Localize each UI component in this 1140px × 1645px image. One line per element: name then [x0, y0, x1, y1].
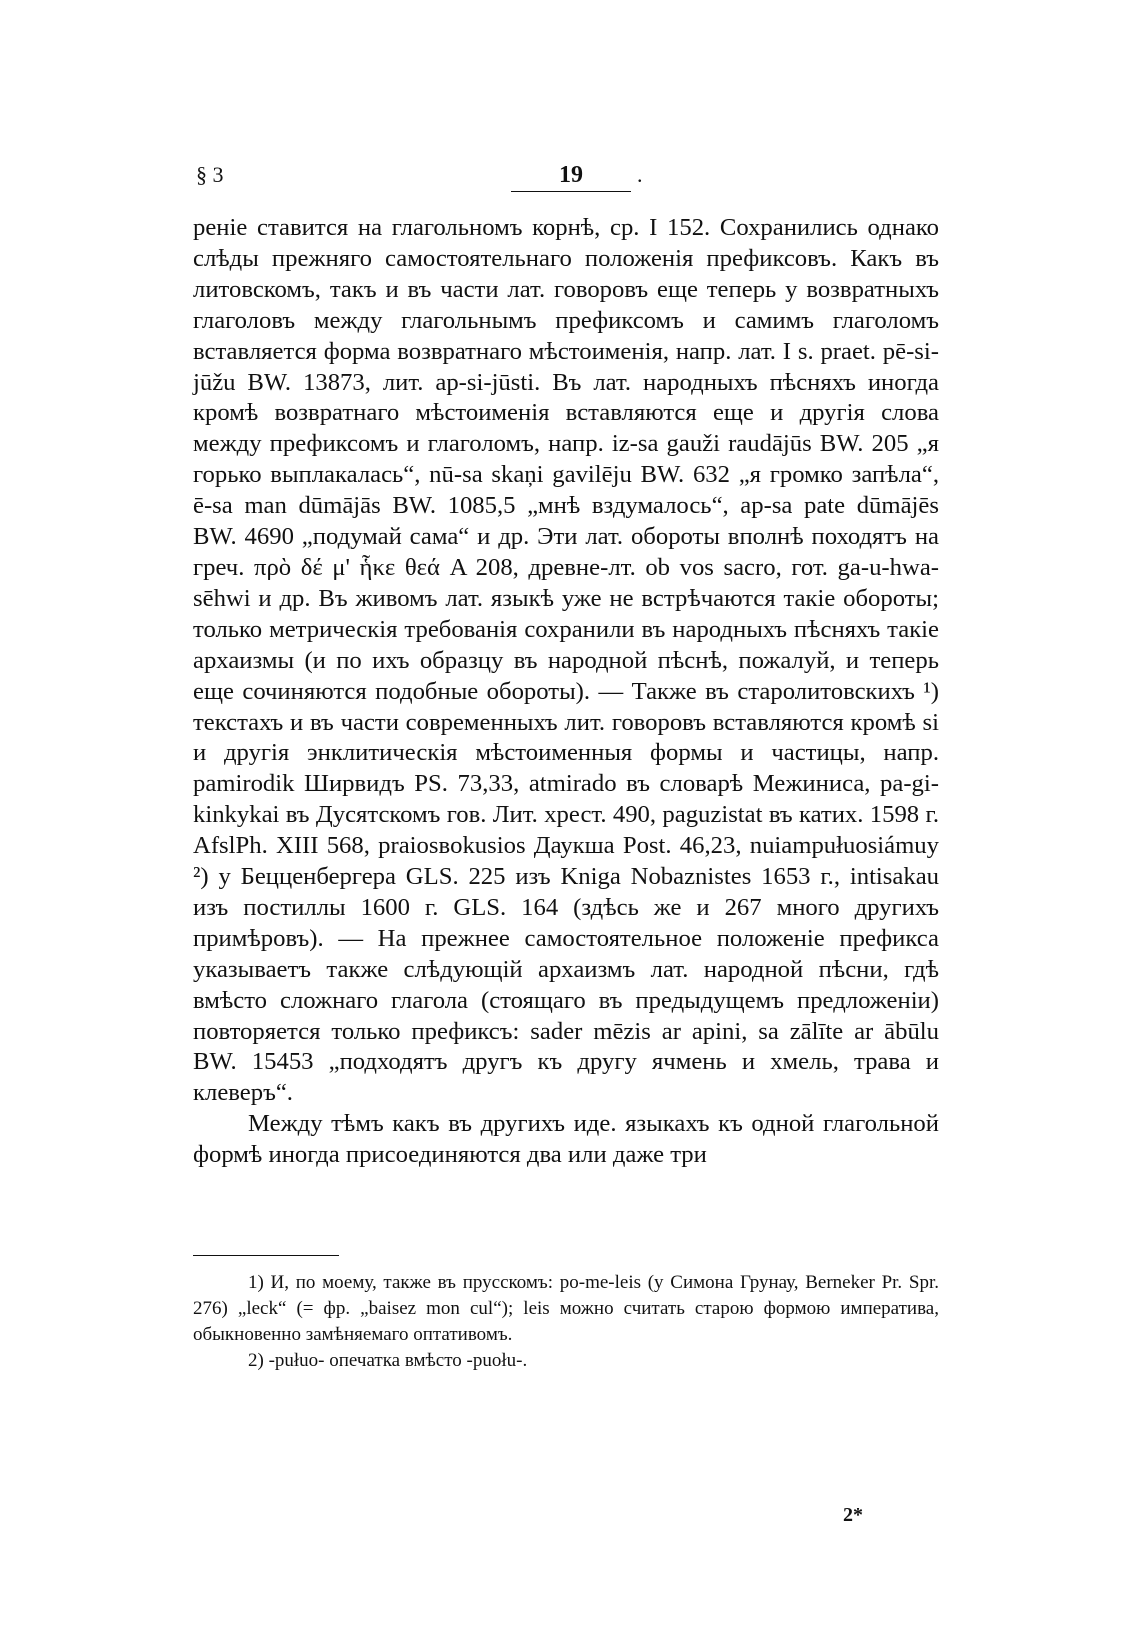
footnote: 2) -pułuo- опечатка вмѣсто -puołu-. — [248, 1350, 528, 1371]
paragraph: Между тѣмъ какъ въ другихъ иде. языкахъ къ одной глагольной формѣ иногда присоединяются два или даже три — [193, 1110, 939, 1169]
running-head-dot: . — [637, 162, 643, 187]
paragraph: реніе ставится на глагольномъ корнѣ, ср. I 152. Сохранились однако слѣды прежняго самостоятельнаго положенія префиксовъ. Какъ въ литовскомъ, такъ и въ части лат. говоровъ еще теперь у возвратныхъ глаголовъ между глагольнымъ префиксомъ и самимъ глаголомъ вставляется форма возвратнаго мѣстоименія, напр. лат. I s. praet. pē-si-jūžu BW. 13873, лит. ap-si-jūsti. Въ лат. народныхъ пѣсняхъ иногда кромѣ возвратнаго мѣстоименія вставляются еще и другія слова между префиксомъ и глаголомъ, напр. iz-sa gauži raudājūs BW. 205 „я горько выплакалась“, nū-sa skaņi gavilēju BW. 632 „я громко запѣла“, ē-sa man dūmājās BW. 1085,5 „мнѣ вздумалось“, ap-sa pate dūmājēs BW. 4690 „подумай сама“ и др. Эти лат. обороты вполнѣ походятъ на греч. πρὸ δέ μ' ἧκε θεά A 208, древне-лт. ob vos sacro, гот. ga-u-hwa-sēhwi и др. Въ живомъ лат. языкѣ уже не встрѣчаются такіе обороты; только метрическія требованія сохранили въ народныхъ пѣсняхъ такіе архаизмы (и по ихъ образцу въ народной пѣснѣ, пожалуй, и теперь еще сочиняются подобные обороты). — Также въ старолитовскихъ ¹) текстахъ и въ части современныхъ лит. говоровъ вставляются кромѣ si и другія энклитическія мѣстоименныя формы и частицы, напр. pamirodik Ширвидъ PS. 73,33, atmirado въ словарѣ Межиниса, pa-gi-kinkykai въ Дусятскомъ гов. Лит. хрест. 490, paguzistat въ катих. 1598 г. AfslPh. XIII 568, praiosвokusios Даукша Post. 46,23, nuiampułuosiámuy ²) у Бецценбергера GLS. 225 изъ Kniga Nobaznistes 1653 г., intisakau изъ постиллы 1600 г. GLS. 164 (здѣсь же и 267 много другихъ примѣровъ). — На прежнее самостоятельное положеніе префикса указываетъ также слѣдующій архаизмъ лат. народной пѣсни, гдѣ вмѣсто сложнаго глагола (стоящаго въ предыдущемъ предложеніи) повторяется только префиксъ: sader mēzis ar apini, sa zālīte ar ābūlu BW. 15453 „подходятъ другъ къ другу ячмень и хмель, трава и клеверъ“. — [193, 214, 939, 1107]
footnote-divider — [193, 1255, 339, 1256]
footnotes — [193, 1270, 939, 1374]
section-mark: § 3 — [196, 162, 224, 187]
footnote: 1) И, по моему, также въ прусскомъ: po-me-leis (у Симона Грунау, Berneker Pr. Spr. 276) „leck“ (= фр. „baisez mon cul“); leis можно считать старою формою императива, обыкновенно замѣняемаго оптативомъ. — [193, 1272, 939, 1345]
main-text — [193, 213, 939, 1171]
page-number-rule — [511, 191, 631, 192]
running-head — [196, 160, 938, 198]
page-number: 19 — [559, 162, 583, 188]
signature-mark: 2* — [843, 1504, 863, 1526]
